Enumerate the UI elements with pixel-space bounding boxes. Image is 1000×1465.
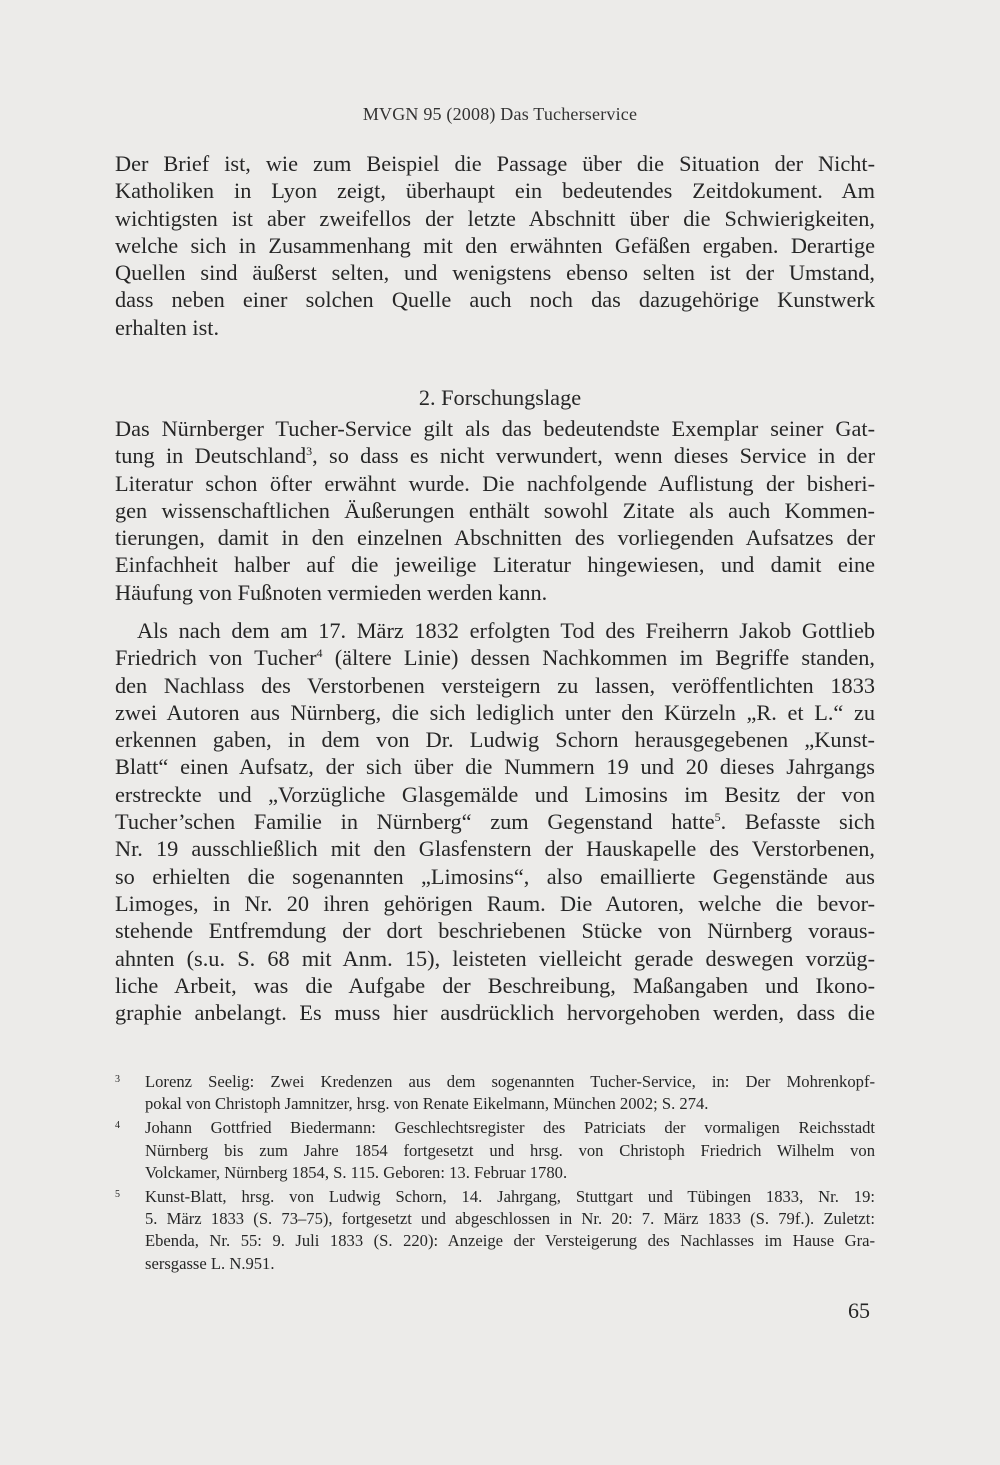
footnote-3 (115, 1071, 875, 1115)
footnote-line: Kunst-Blatt, hrsg. von Ludwig Schorn, 14. Jahrgang, Stuttgart und Tübingen 1833, Nr. 19: (145, 1187, 875, 1207)
text-line: gen wissenschaftlichen Äußerungen enthält sowohl Zitate als auch Kommen- (115, 497, 875, 523)
footnote-line: Ebenda, Nr. 55: 9. Juli 1833 (S. 220): Anzeige der Versteigerung des Nachlasses im Hause Gra- (145, 1231, 875, 1251)
text-line: Als nach dem am 17. März 1832 erfolgten Tod des Freiherrn Jakob Gottlieb (137, 618, 875, 643)
text-line: ahnten (s.u. S. 68 mit Anm. 15), leisteten vielleicht gerade deswegen vorzüg- (115, 945, 875, 971)
text-line: liche Arbeit, was die Aufgabe der Beschreibung, Maßangaben und Ikono- (115, 972, 875, 998)
text-segment: . Befasste sich (720, 809, 875, 835)
footnote-number: 4 (115, 1120, 120, 1132)
footnote-line: Johann Gottfried Biedermann: Geschlechtsregister des Patriciats der vormaligen Reichsstadt (145, 1118, 875, 1138)
text-segment: Tucher’schen Familie in Nürnberg“ zum Gegenstand hatte (115, 809, 715, 835)
text-line: erhalten ist. (115, 314, 220, 340)
text-line: wichtigsten ist aber zweifellos der letzte Abschnitt über die Schwierigkeiten, (115, 205, 875, 231)
text-line (115, 442, 875, 469)
footnote-line: 5. März 1833 (S. 73–75), fortgesetzt und abgeschlossen in Nr. 20: 7. März 1833 (S. 79f.). Zuletzt: (145, 1209, 875, 1229)
text-line: den Nachlass des Verstorbenen versteigern zu lassen, veröffentlichten 1833 (115, 672, 875, 698)
text-line: Nr. 19 ausschließlich mit den Glasfenstern der Hauskapelle des Verstorbenen, (115, 836, 875, 862)
paragraph-3 (115, 617, 875, 1026)
text-line: Quellen sind äußerst selten, und wenigstens ebenso selten ist der Umstand, (115, 260, 875, 286)
footnote-ref-5: 5 (714, 810, 721, 825)
text-line: Katholiken in Lyon zeigt, überhaupt ein bedeutendes Zeitdokument. Am (115, 178, 875, 204)
footnote-line: Lorenz Seelig: Zwei Kredenzen aus dem sogenannten Tucher-Service, in: Der Mohrenkopf- (145, 1072, 875, 1091)
text-line: erstreckte und „Vorzügliche Glasgemälde und Limosins im Besitz der von (115, 781, 875, 807)
footnote-number: 5 (115, 1189, 120, 1201)
text-line: Der Brief ist, wie zum Beispiel die Passage über die Situation der Nicht- (115, 151, 875, 176)
text-line: so erhielten die sogenannten „Limosins“, also emaillierte Gegenstände aus (115, 863, 875, 889)
running-head: MVGN 95 (2008) Das Tucherservice (362, 104, 638, 124)
text-line: Häufung von Fußnoten vermieden werden kann. (115, 579, 548, 605)
footnote-4 (115, 1117, 875, 1184)
text-line: Blatt“ einen Aufsatz, der sich über die Nummern 19 und 20 dieses Jahrgangs (115, 754, 875, 780)
text-line (115, 808, 875, 835)
section-heading: 2. Forschungslage (418, 385, 582, 410)
footnote-line: sersgasse L. N.951. (145, 1253, 275, 1273)
text-line: Limoges, in Nr. 20 ihren gehörigen Raum. Die Autoren, welche die bevor- (115, 890, 875, 916)
page-number: 65 (848, 1298, 870, 1323)
text-line: graphie anbelangt. Es muss hier ausdrücklich hervorgehoben werden, dass die (115, 1000, 875, 1026)
text-line: Einfachheit halber auf die jeweilige Literatur hingewiesen, und damit eine (115, 552, 875, 578)
text-line: stehende Entfremdung der dort beschriebenen Stücke von Nürnberg voraus- (115, 918, 875, 944)
text-line: Das Nürnberger Tucher-Service gilt als das bedeutendste Exemplar seiner Gat- (115, 416, 875, 441)
footnote-line: Volckamer, Nürnberg 1854, S. 115. Geboren: 13. Februar 1780. (145, 1162, 568, 1182)
text-line: tierungen, damit in den einzelnen Abschnitten des vorliegenden Aufsatzes der (115, 525, 875, 551)
footnote-line: pokal von Christoph Jamnitzer, hrsg. von Renate Eikelmann, München 2002; S. 274. (145, 1094, 709, 1114)
paragraph-2 (115, 415, 875, 606)
text-line: welche sich in Zusammenhang mit den erwähnten Gefäßen ergaben. Derartige (115, 232, 875, 258)
text-line: Literatur schon öfter erwähnt wurde. Die nachfolgende Auflistung der bisheri- (115, 470, 875, 496)
text-segment: tung in Deutschland (115, 443, 307, 469)
text-line (115, 644, 875, 671)
text-segment: (ältere Linie) dessen Nachkommen im Begriffe standen, (322, 645, 876, 671)
text-line: dass neben einer solchen Quelle auch noch das dazugehörige Kunstwerk (115, 287, 875, 313)
footnote-ref-3: 3 (306, 444, 313, 459)
paragraph-1 (115, 150, 875, 341)
text-segment: Friedrich von Tucher (115, 645, 317, 671)
footnote-number: 3 (115, 1074, 120, 1085)
footnote-line: Nürnberg bis zum Jahre 1854 fortgesetzt und hrsg. von Christoph Friedrich Wilhelm von (145, 1140, 875, 1160)
text-line: zwei Autoren aus Nürnberg, die sich lediglich unter den Kürzeln „R. et L.“ zu (115, 699, 875, 725)
footnote-5 (115, 1186, 875, 1275)
footnote-ref-4: 4 (316, 646, 323, 661)
text-line: erkennen gaben, in dem von Dr. Ludwig Schorn herausgegebenen „Kunst- (115, 727, 875, 753)
text-segment: , so dass es nicht verwundert, wenn dieses Service in der (312, 443, 875, 469)
footnotes (115, 1071, 875, 1277)
